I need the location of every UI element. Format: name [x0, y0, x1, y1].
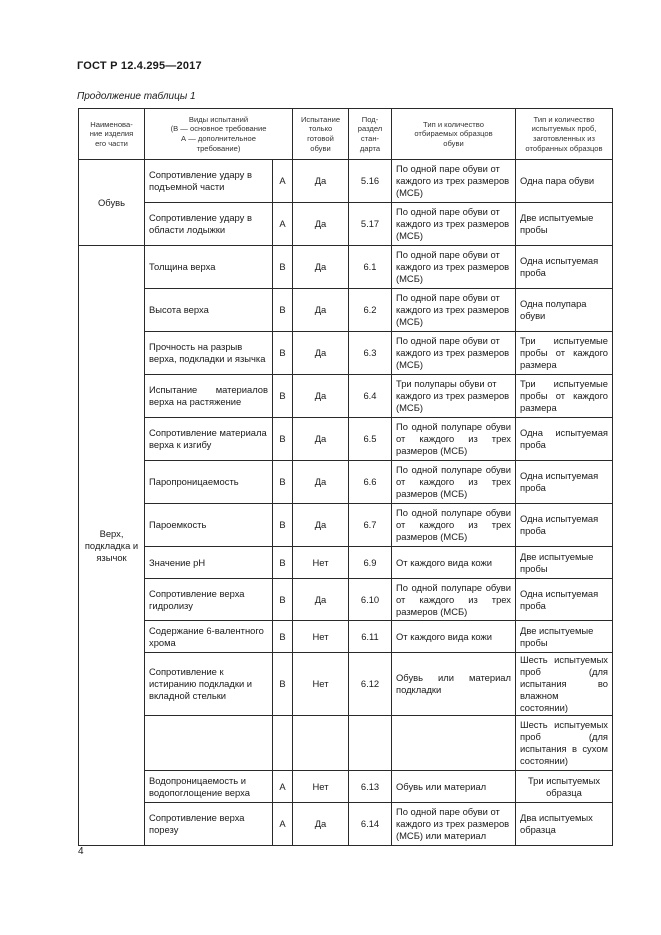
header-samples-type: [392, 109, 516, 160]
test-cell: Паропроницаемость: [145, 461, 273, 504]
test-cell: Сопротивление материала верха к изгибу: [145, 418, 273, 461]
finished-cell: Нет: [293, 621, 349, 653]
subsection-cell: 6.4: [349, 375, 392, 418]
samples-cell: По одной полупаре обуви от каждого из трех размеров (МСБ): [392, 504, 516, 547]
samples-cell: По одной полупаре обуви от каждого из трех размеров (МСБ): [392, 461, 516, 504]
table-row: [79, 332, 613, 375]
samples-cell: От каждого вида кожи: [392, 621, 516, 653]
samples-cell: Обувь или материал подкладки: [392, 653, 516, 716]
finished-cell: Да: [293, 246, 349, 289]
samples-cell: По одной паре обуви от каждого из трех размеров (МСБ): [392, 289, 516, 332]
table-row: [79, 461, 613, 504]
table-row: [79, 375, 613, 418]
table-row: [79, 203, 613, 246]
subsection-cell: 6.2: [349, 289, 392, 332]
test-cell: Пароемкость: [145, 504, 273, 547]
subsection-cell: 6.9: [349, 547, 392, 579]
finished-cell: Да: [293, 203, 349, 246]
test-cell: Испытание материалов верха на растяжение: [145, 375, 273, 418]
probes-cell: Одна испытуемая проба: [516, 461, 613, 504]
probes-cell: Одна испытуемая проба: [516, 579, 613, 621]
finished-cell: Да: [293, 803, 349, 846]
subsection-cell: [349, 716, 392, 771]
header-test-samples: [516, 109, 613, 160]
table-row: [79, 716, 613, 771]
document-title: ГОСТ Р 12.4.295—2017: [77, 60, 202, 72]
table-row: [79, 547, 613, 579]
finished-cell: Да: [293, 375, 349, 418]
samples-cell: По одной полупаре обуви от каждого из трех размеров (МСБ): [392, 418, 516, 461]
table-continuation-label: Продолжение таблицы 1: [77, 91, 196, 102]
header-probes-text: Тип и количество испытуемых проб, заготовленных из отобранных образцов: [525, 114, 603, 153]
table-row: [79, 653, 613, 716]
test-cell: Значение pH: [145, 547, 273, 579]
table-header-row: [79, 109, 613, 160]
finished-cell: Да: [293, 579, 349, 621]
probes-cell: Шесть испытуемых проб (для испытания в сухом состоянии): [516, 716, 613, 771]
requirement-cell: А: [273, 803, 293, 846]
finished-cell: Да: [293, 418, 349, 461]
subsection-cell: 6.10: [349, 579, 392, 621]
test-cell: Сопротивление верха порезу: [145, 803, 273, 846]
samples-cell: Обувь или материал: [392, 771, 516, 803]
requirement-cell: А: [273, 771, 293, 803]
requirement-cell: В: [273, 289, 293, 332]
subsection-cell: 6.12: [349, 653, 392, 716]
requirement-cell: В: [273, 579, 293, 621]
probes-cell: Три испытуемые пробы от каждого размера: [516, 375, 613, 418]
finished-cell: Да: [293, 160, 349, 203]
tests-table: [78, 108, 613, 846]
samples-cell: По одной полупаре обуви от каждого из трех размеров (МСБ): [392, 579, 516, 621]
requirement-cell: А: [273, 203, 293, 246]
requirement-cell: В: [273, 653, 293, 716]
table-row: [79, 579, 613, 621]
requirement-cell: В: [273, 621, 293, 653]
header-test-types-text: Виды испытаний (В — основное требование А — дополнительное требование): [170, 114, 267, 153]
table-row: [79, 418, 613, 461]
samples-cell: По одной паре обуви от каждого из трех размеров (МСБ) или материал: [392, 803, 516, 846]
test-cell: Водопроницаемость и водопоглощение верха: [145, 771, 273, 803]
subsection-cell: 6.3: [349, 332, 392, 375]
test-cell: Высота верха: [145, 289, 273, 332]
table-row: [79, 771, 613, 803]
requirement-cell: В: [273, 375, 293, 418]
test-cell: Сопротивление удару в подъемной части: [145, 160, 273, 203]
probes-cell: Две испытуемые пробы: [516, 203, 613, 246]
subsection-cell: 5.17: [349, 203, 392, 246]
table-row: [79, 289, 613, 332]
subsection-cell: 5.16: [349, 160, 392, 203]
requirement-cell: В: [273, 504, 293, 547]
finished-cell: Да: [293, 332, 349, 375]
probes-cell: Одна полупара обуви: [516, 289, 613, 332]
finished-cell: Нет: [293, 547, 349, 579]
table-row: [79, 246, 613, 289]
probes-cell: Две испытуемые пробы: [516, 621, 613, 653]
subsection-cell: 6.11: [349, 621, 392, 653]
finished-cell: Нет: [293, 653, 349, 716]
product-cell-upper-lining-tongue: Верх, подкладка и язычок: [79, 246, 145, 846]
finished-cell: Нет: [293, 771, 349, 803]
requirement-cell: В: [273, 246, 293, 289]
probes-cell: Шесть испытуемых проб (для испытания во влажном состоянии): [516, 653, 613, 716]
requirement-cell: В: [273, 461, 293, 504]
probes-cell: Одна испытуемая проба: [516, 504, 613, 547]
subsection-cell: 6.1: [349, 246, 392, 289]
test-cell: Толщина верха: [145, 246, 273, 289]
table-row: [79, 803, 613, 846]
subsection-cell: 6.6: [349, 461, 392, 504]
probes-cell: Два испытуемых образца: [516, 803, 613, 846]
probes-cell: Одна испытуемая проба: [516, 246, 613, 289]
samples-cell: По одной паре обуви от каждого из трех размеров (МСБ): [392, 203, 516, 246]
header-finished-only: [293, 109, 349, 160]
header-product: [79, 109, 145, 160]
test-cell: Прочность на разрыв верха, подкладки и язычка: [145, 332, 273, 375]
page-number: 4: [78, 846, 84, 857]
test-cell: [145, 716, 273, 771]
test-cell: Сопротивление удару в области лодыжки: [145, 203, 273, 246]
test-cell: Сопротивление верха гидролизу: [145, 579, 273, 621]
test-cell: Сопротивление к истиранию подкладки и вкладной стельки: [145, 653, 273, 716]
test-cell: Содержание 6-валентного хрома: [145, 621, 273, 653]
table-row: [79, 504, 613, 547]
probes-cell: Одна испытуемая проба: [516, 418, 613, 461]
requirement-cell: В: [273, 332, 293, 375]
finished-cell: Да: [293, 504, 349, 547]
probes-cell: Три испытуемых образца: [516, 771, 613, 803]
finished-cell: Да: [293, 461, 349, 504]
probes-cell: Две испытуемые пробы: [516, 547, 613, 579]
probes-cell: Одна пара обуви: [516, 160, 613, 203]
header-subsection-text: Под- раздел стан- дарта: [357, 114, 383, 153]
samples-cell: Три полупары обуви от каждого из трех размеров (МСБ): [392, 375, 516, 418]
requirement-cell: А: [273, 160, 293, 203]
finished-cell: Да: [293, 289, 349, 332]
samples-cell: От каждого вида кожи: [392, 547, 516, 579]
subsection-cell: 6.7: [349, 504, 392, 547]
table-row: [79, 160, 613, 203]
header-subsection: [349, 109, 392, 160]
samples-cell: По одной паре обуви от каждого из трех размеров (МСБ): [392, 160, 516, 203]
samples-cell: [392, 716, 516, 771]
subsection-cell: 6.14: [349, 803, 392, 846]
probes-cell: Три испытуемые пробы от каждого размера: [516, 332, 613, 375]
samples-cell: По одной паре обуви от каждого из трех размеров (МСБ): [392, 332, 516, 375]
subsection-cell: 6.5: [349, 418, 392, 461]
product-cell-footwear: Обувь: [79, 160, 145, 246]
subsection-cell: 6.13: [349, 771, 392, 803]
header-test-types: [145, 109, 293, 160]
requirement-cell: В: [273, 418, 293, 461]
finished-cell: [293, 716, 349, 771]
table-row: [79, 621, 613, 653]
requirement-cell: В: [273, 547, 293, 579]
header-finished-text: Испытание только готовой обуви: [300, 114, 341, 153]
samples-cell: По одной паре обуви от каждого из трех размеров (МСБ): [392, 246, 516, 289]
header-product-text: Наименова- ние изделия его части: [89, 119, 134, 148]
header-samples-text: Тип и количество отбираемых образцов обуви: [414, 119, 493, 148]
requirement-cell: [273, 716, 293, 771]
